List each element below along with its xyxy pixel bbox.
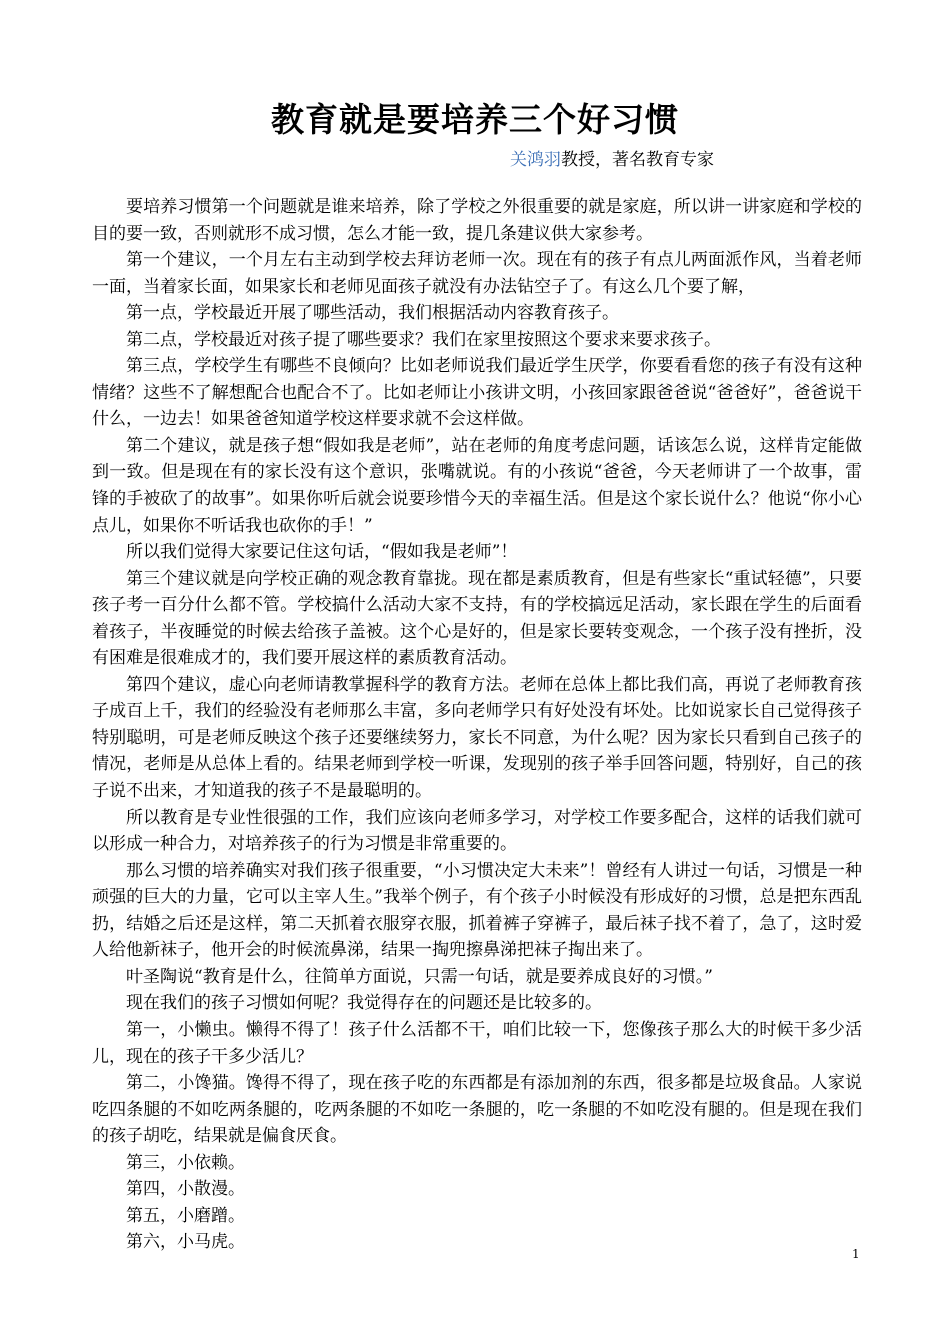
paragraph: 第二，小馋猫。馋得不得了，现在孩子吃的东西都是有添加剂的东西，很多都是垃圾食品。人家说吃四条腿的不如吃两条腿的，吃两条腿的不如吃一条腿的，吃一条腿的不如吃没有腿的。但是现在我们的孩子胡吃，结果就是偏食厌食。	[92, 1073, 862, 1147]
paragraph: 第一个建议，一个月左右主动到学校去拜访老师一次。现在有的孩子有点儿两面派作风，当着老师一面，当着家长面，如果家长和老师见面孩子就没有办法钻空子了。有这么几个要了解，	[92, 250, 862, 297]
document-body	[92, 194, 862, 1256]
paragraph: 第一点，学校最近开展了哪些活动，我们根据活动内容教育孩子。	[126, 303, 619, 324]
paragraph: 第三个建议就是向学校正确的观念教育靠拢。现在都是素质教育，但是有些家长“重试轻德”，只要孩子考一百分什么都不管。学校搞什么活动大家不支持，有的学校搞远足活动，家长跟在学生的后面看着孩子，半夜睡觉的时候去给孩子盖被。这个心是好的，但是家长要转变观念，一个孩子没有挫折，没有困难是很难成才的，我们要开展这样的素质教育活动。	[92, 568, 862, 669]
page-number: 1	[852, 1247, 860, 1261]
paragraph: 第四个建议，虚心向老师请教掌握科学的教育方法。老师在总体上都比我们高，再说了老师教育孩子成百上千，我们的经验没有老师那么丰富，多向老师学只有好处没有坏处。比如说家长自己觉得孩子特别聪明，可是老师反映这个孩子还要继续努力，家长不同意，为什么呢？因为家长只看到自己孩子的情况，老师是从总体上看的。结果老师到学校一听课，发现别的孩子举手回答问题，特别好，自己的孩子说不出来，才知道我的孩子不是最聪明的。	[92, 674, 862, 802]
paragraph: 现在我们的孩子习惯如何呢？我觉得存在的问题还是比较多的。	[126, 993, 602, 1014]
paragraph: 所以教育是专业性很强的工作，我们应该向老师多学习，对学校工作要多配合，这样的话我们就可以形成一种合力，对培养孩子的行为习惯是非常重要的。	[92, 807, 862, 855]
paragraph: 第五，小磨蹭。	[126, 1205, 245, 1226]
author-link[interactable]: 关鸿羽	[510, 150, 561, 170]
document-title: 教育就是要培养三个好习惯	[271, 100, 679, 139]
paragraph: 那么习惯的培养确实对我们孩子很重要，“小习惯决定大未来”！曾经有人讲过一句话，习惯是一种顽强的巨大的力量，它可以主宰人生。”我举个例子，有个孩子小时候没有形成好的习惯，总是把东西乱扔，结婚之后还是这样，第二天抓着衣服穿衣服，抓着裤子穿裤子，最后袜子找不着了，急了，这时爱人给他新袜子，他开会的时候流鼻涕，结果一掏兜擦鼻涕把袜子掏出来了。	[92, 860, 862, 961]
paragraph: 要培养习惯第一个问题就是谁来培养，除了学校之外很重要的就是家庭，所以讲一讲家庭和学校的目的要一致，否则就形不成习惯，怎么才能一致，提几条建议供大家参考。	[92, 197, 862, 244]
paragraph: 第二个建议，就是孩子想“假如我是老师”，站在老师的角度考虑问题，话该怎么说，这样肯定能做到一致。但是现在有的家长没有这个意识，张嘴就说。有的小孩说“爸爸，今天老师讲了一个故事，雷锋的手被砍了的故事”。如果你听后就会说要珍惜今天的幸福生活。但是这个家长说什么？他说“你小心点儿，如果你不听话我也砍你的手！”	[92, 435, 862, 536]
paragraph: 所以我们觉得大家要记住这句话，“假如我是老师”！	[126, 542, 518, 563]
paragraph: 第四，小散漫。	[126, 1179, 245, 1200]
byline	[510, 148, 714, 172]
paragraph: 叶圣陶说“教育是什么，往简单方面说，只需一句话，就是要养成良好的习惯。”	[126, 966, 713, 987]
paragraph: 第三点，学校学生有哪些不良倾向？比如老师说我们最近学生厌学，你要看看您的孩子有没有这种情绪？这些不了解想配合也配合不了。比如老师让小孩讲文明，小孩回家跟爸爸说“爸爸好”，爸爸说干什么，一边去！如果爸爸知道学校这样要求就不会这样做。	[92, 356, 862, 430]
paragraph: 第三，小依赖。	[126, 1152, 245, 1173]
paragraph: 第二点，学校最近对孩子提了哪些要求？我们在家里按照这个要求来要求孩子。	[126, 329, 721, 350]
paragraph: 第一，小懒虫。懒得不得了！孩子什么活都不干，咱们比较一下，您像孩子那么大的时候干多少活儿，现在的孩子干多少活儿？	[92, 1019, 862, 1067]
author-title: 教授，著名教育专家	[561, 150, 714, 170]
paragraph: 第六，小马虎。	[126, 1232, 245, 1253]
